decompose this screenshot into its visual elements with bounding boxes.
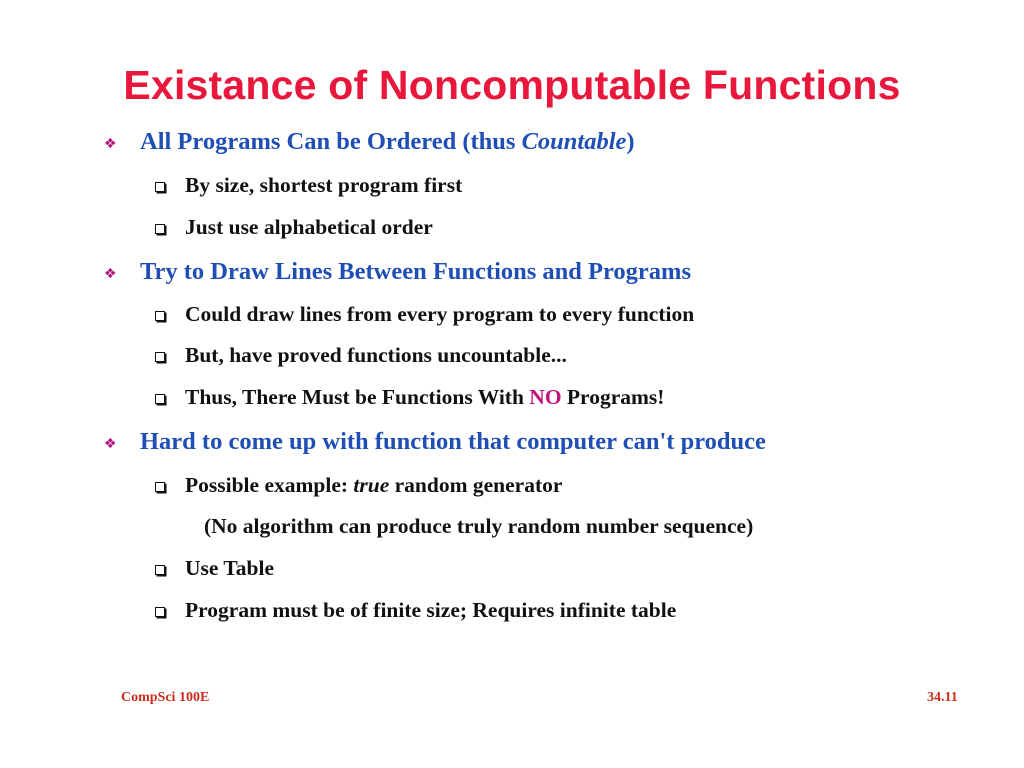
- sub-bullet-use-table: Use Table: [185, 556, 275, 580]
- slide-title: Existance of Noncomputable Functions: [123, 62, 901, 108]
- box-bullet-icon: [155, 182, 165, 192]
- box-bullet-icon: [155, 565, 165, 575]
- box-bullet-icon: [155, 394, 165, 404]
- bullet-programs-ordered: All Programs Can be Ordered (thus Countable): [140, 128, 635, 155]
- sub-bullet-finite-size: Program must be of finite size; Requires infinite table: [185, 598, 677, 622]
- footer-course: CompSci 100E: [121, 690, 210, 705]
- sub-bullet-could-draw: Could draw lines from every program to every function: [185, 302, 695, 326]
- sub-bullet-random-generator: Possible example: true random generator: [185, 473, 563, 497]
- box-bullet-icon: [155, 224, 165, 234]
- sub-bullet-alphabetical: Just use alphabetical order: [185, 215, 433, 239]
- sub-bullet-continuation: (No algorithm can produce truly random number sequence): [204, 514, 754, 538]
- sub-bullet-no-programs: Thus, There Must be Functions With NO Programs!: [185, 385, 665, 409]
- bullet-hard-to-produce: Hard to come up with function that computer can't produce: [140, 428, 766, 455]
- diamond-bullet-icon: ❖: [104, 437, 117, 452]
- box-bullet-icon: [155, 311, 165, 321]
- box-bullet-icon: [155, 352, 165, 362]
- box-bullet-icon: [155, 482, 165, 492]
- diamond-bullet-icon: ❖: [104, 137, 117, 152]
- bullet-draw-lines: Try to Draw Lines Between Functions and Programs: [140, 258, 691, 285]
- footer-slide-number: 34.11: [927, 690, 958, 705]
- sub-bullet-by-size: By size, shortest program first: [185, 173, 463, 197]
- box-bullet-icon: [155, 607, 165, 617]
- diamond-bullet-icon: ❖: [104, 267, 117, 282]
- sub-bullet-uncountable: But, have proved functions uncountable...: [185, 343, 567, 367]
